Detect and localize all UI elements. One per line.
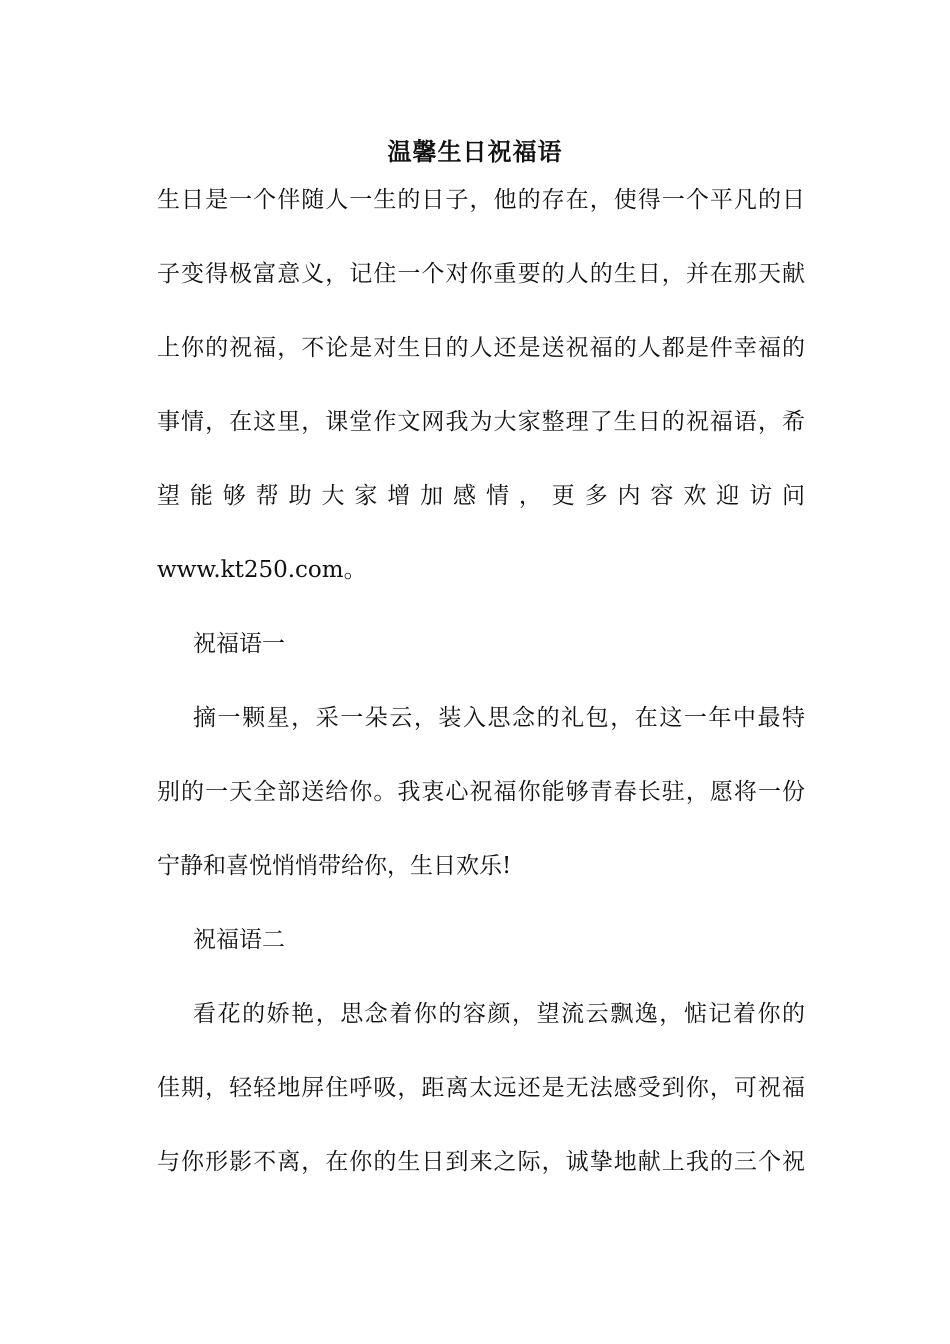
section-heading-2: 祝福语二 (193, 927, 285, 953)
section1-line: 别的一天全部送给你。我衷心祝福你能够青春长驻，愿将一份 (157, 779, 805, 805)
document-title: 温馨生日祝福语 (387, 137, 563, 166)
intro-line: 事情，在这里，课堂作文网我为大家整理了生日的祝福语，希 (157, 409, 805, 435)
section2-line: 佳期，轻轻地屏住呼吸，距离太远还是无法感受到你，可祝福 (157, 1075, 805, 1101)
section1-line: 摘一颗星，采一朵云，装入思念的礼包，在这一年中最特 (193, 705, 805, 731)
intro-paragraph (145, 163, 805, 1199)
section2-line: 看花的娇艳，思念着你的容颜，望流云飘逸，惦记着你的 (193, 1001, 805, 1027)
section2-line: 与你形影不离，在你的生日到来之际，诚挚地献上我的三个祝 (157, 1149, 805, 1175)
intro-line: 上你的祝福，不论是对生日的人还是送祝福的人都是件幸福的 (157, 335, 805, 361)
section-heading-1: 祝福语一 (193, 631, 285, 657)
intro-link-line: www.kt250.com。 (157, 557, 367, 583)
intro-line: 子变得极富意义，记住一个对你重要的人的生日，并在那天献 (157, 261, 805, 287)
section1-line: 宁静和喜悦悄悄带给你，生日欢乐! (157, 853, 512, 879)
intro-line: 生日是一个伴随人一生的日子，他的存在，使得一个平凡的日 (157, 187, 805, 213)
intro-line: 望能够帮助大家增加感情，更多内容欢迎访问 (157, 483, 805, 509)
